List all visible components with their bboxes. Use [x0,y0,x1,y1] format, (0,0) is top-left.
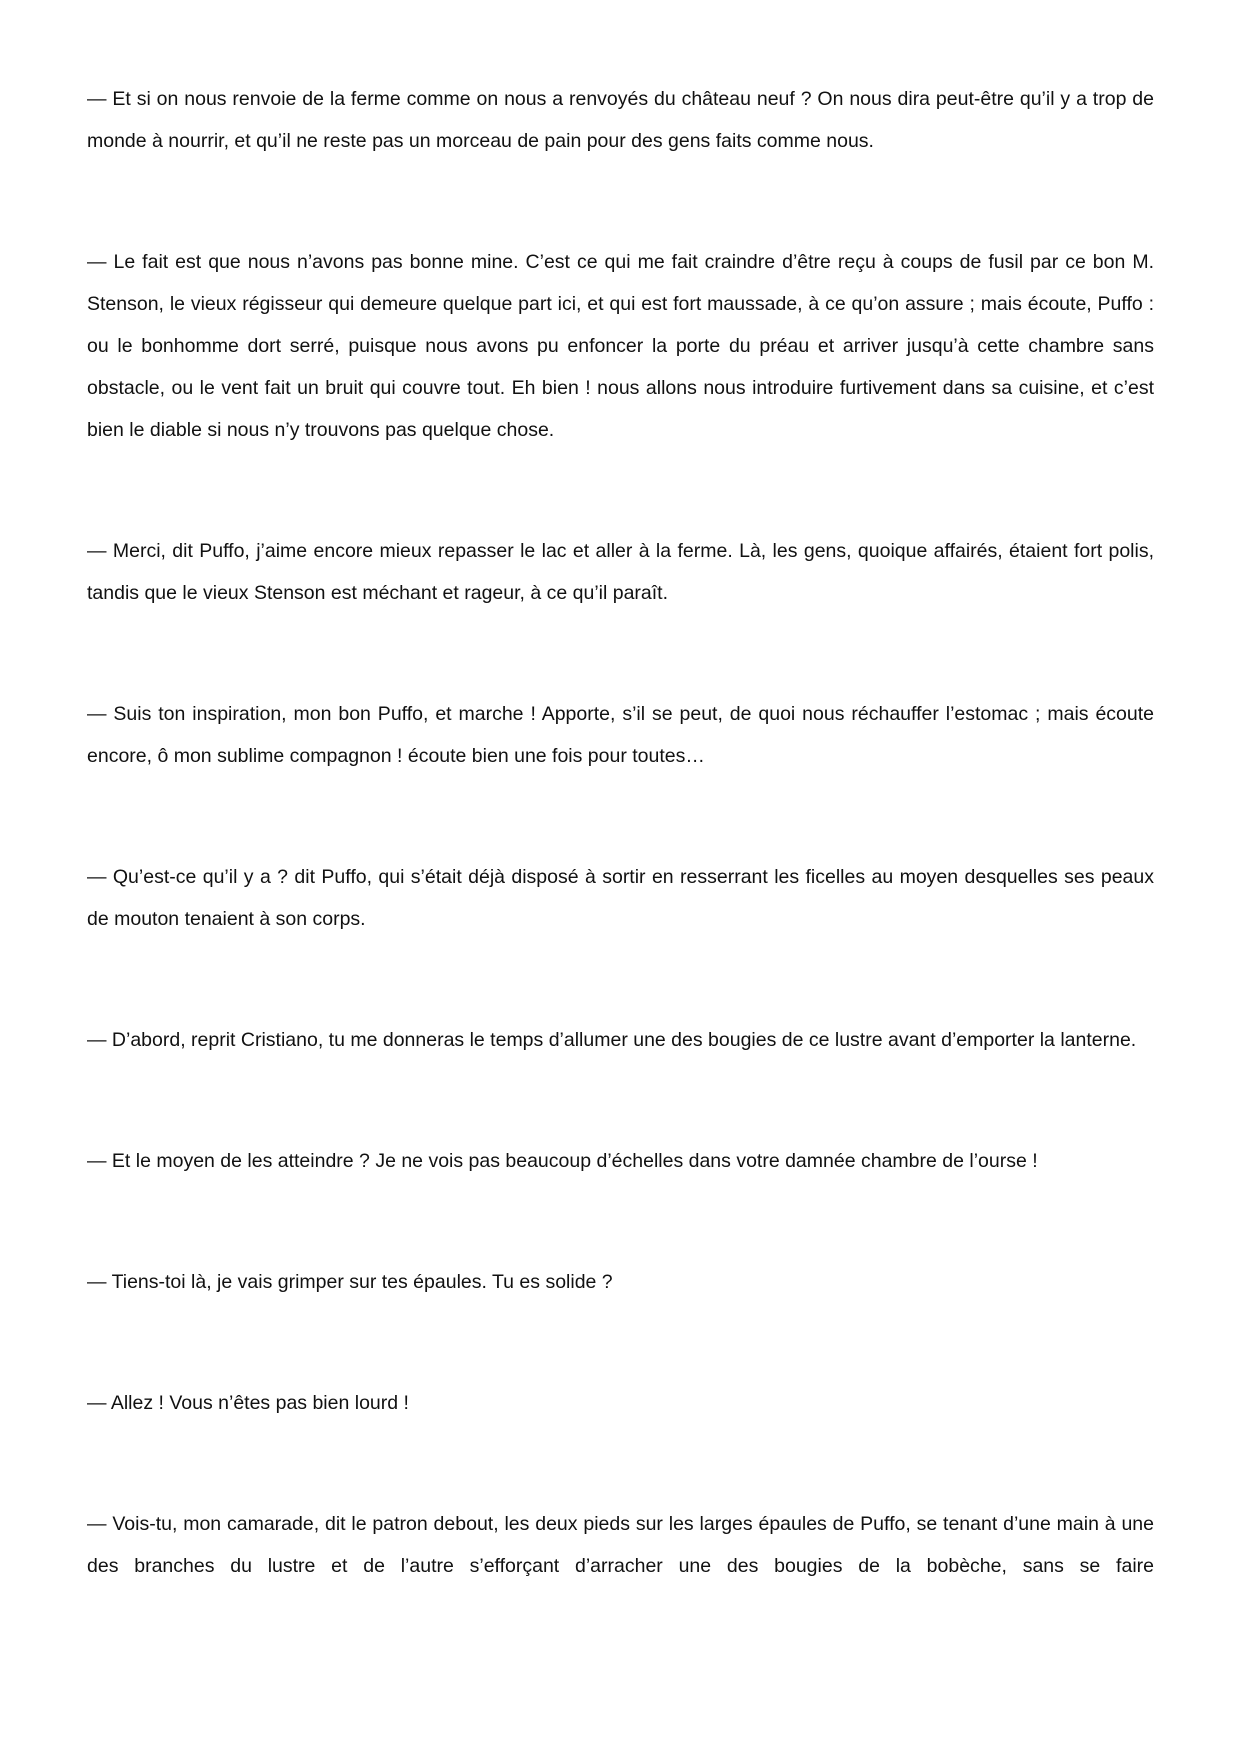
paragraph-10: — Vois-tu, mon camarade, dit le patron debout, les deux pieds sur les larges épaules de Puffo, se tenant d’une main à une des branches du lustre et de l’autre s’efforçant d’arracher une des bougies de la bobèche, sans se faire [87,1513,1154,1577]
document-page [87,78,1154,1587]
paragraph-8: — Tiens-toi là, je vais grimper sur tes épaules. Tu es solide ? [87,1271,613,1293]
paragraph-9: — Allez ! Vous n’êtes pas bien lourd ! [87,1392,409,1414]
paragraph-6: — D’abord, reprit Cristiano, tu me donneras le temps d’allumer une des bougies de ce lustre avant d’emporter la lanterne. [87,1029,1137,1051]
paragraph-4: — Suis ton inspiration, mon bon Puffo, et marche ! Apporte, s’il se peut, de quoi nous réchauffer l’estomac ; mais écoute encore, ô mon sublime compagnon ! écoute bien une fois pour toutes… [87,703,1154,767]
paragraph-7: — Et le moyen de les atteindre ? Je ne vois pas beaucoup d’échelles dans votre damnée chambre de l’ourse ! [87,1150,1038,1172]
paragraph-1: — Et si on nous renvoie de la ferme comme on nous a renvoyés du château neuf ? On nous dira peut-être qu’il y a trop de monde à nourrir, et qu’il ne reste pas un morceau de pain pour des gens faits comme nous. [87,88,1154,152]
paragraph-5: — Qu’est-ce qu’il y a ? dit Puffo, qui s’était déjà disposé à sortir en resserrant les ficelles au moyen desquelles ses peaux de mouton tenaient à son corps. [87,866,1154,930]
paragraph-2: — Le fait est que nous n’avons pas bonne mine. C’est ce qui me fait craindre d’être reçu à coups de fusil par ce bon M. Stenson, le vieux régisseur qui demeure quelque part ici, et qui est fort maussade, à ce qu’on assure ; mais écoute, Puffo : ou le bonhomme dort serré, puisque nous avons pu enfoncer la porte du préau et arriver jusqu’à cette chambre sans obstacle, ou le vent fait un bruit qui couvre tout. Eh bien ! nous allons nous introduire furtivement dans sa cuisine, et c’est bien le diable si nous n’y trouvons pas quelque chose. [87,251,1154,441]
paragraph-3: — Merci, dit Puffo, j’aime encore mieux repasser le lac et aller à la ferme. Là, les gens, quoique affairés, étaient fort polis, tandis que le vieux Stenson est méchant et rageur, à ce qu’il paraît. [87,540,1154,604]
